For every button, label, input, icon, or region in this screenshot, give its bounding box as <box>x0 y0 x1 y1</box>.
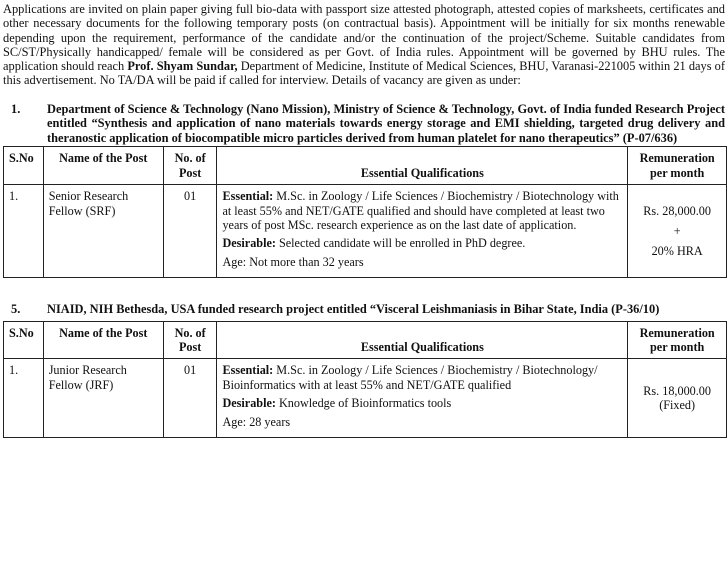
pay-plus: + <box>673 223 681 238</box>
intro-text-1: Applications are invited on plain paper giving full bio-data with passport size attested photograph, attested copies of marksheets, certificates and other necessary documents for the following temporary posts (on contractual basis). Appointment will be initially for six months renewable depending upon the requirement, performance of the candidate and/or the continuation of the project/Scheme. Suitable candidates from SC/ST/Physically handicapped/ female will be considered as per Govt. of India rules. Appointment will be governed by BHU rules. The application should reach <box>3 2 725 74</box>
header-qualifications: Essential Qualifications <box>217 147 628 185</box>
contact-name: Prof. Shyam Sundar, <box>127 59 238 74</box>
desirable-label: Desirable: <box>222 396 276 411</box>
header-remuneration: Remuneration per month <box>628 321 727 359</box>
pay-hra: 20% HRA <box>651 244 703 259</box>
header-remuneration: Remuneration per month <box>628 147 727 185</box>
essential-qualification <box>222 189 622 232</box>
desirable-label: Desirable: <box>222 236 276 251</box>
essential-qualification <box>222 363 622 392</box>
table-header-row <box>4 321 727 359</box>
section-1-title: Department of Science & Technology (Nano Mission), Ministry of Science & Technology, Govt. of India funded Research Project entitled “Synthesis and application of nano materials towards energy storage and EMI shielding, targeted drug delivery and theranostic application of biocompatible micro particles derived from human platelet for nano therapeutics” (P-07/636) <box>47 101 725 145</box>
essential-label: Essential: <box>222 363 274 378</box>
intro-paragraph <box>3 0 725 88</box>
desirable-text: Knowledge of Bioinformatics tools <box>275 396 452 411</box>
essential-text: M.Sc. in Zoology / Life Sciences / Biochemistry / Biotechnology with at least 55% and NET/GATE qualified and should have completed at least two years of post MSc. research experience as on the last date of application. <box>222 189 619 232</box>
pay-amount: Rs. 18,000.00 <box>643 383 711 398</box>
section-5-title: NIAID, NIH Bethesda, USA funded research project entitled “Visceral Leishmaniasis in Bihar State, India (P-36/10) <box>47 302 660 317</box>
header-num-post: No. of Post <box>163 321 217 359</box>
row-sno: 1. <box>4 359 44 438</box>
desirable-qualification <box>222 236 622 250</box>
desirable-qualification <box>222 396 622 410</box>
essential-label: Essential: <box>222 189 274 204</box>
header-qualifications: Essential Qualifications <box>217 321 628 359</box>
essential-text: M.Sc. in Zoology / Life Sciences / Biochemistry / Biotechnology/ Bioinformatics with at least 55% and NET/GATE qualified <box>222 363 598 392</box>
header-sno: S.No <box>4 147 44 185</box>
section-5-heading <box>3 302 725 317</box>
section-1-heading <box>3 102 725 146</box>
section-5-vacancy-table <box>3 321 727 438</box>
age-limit: Age: 28 years <box>222 414 291 429</box>
header-post-name: Name of the Post <box>43 147 163 185</box>
table-header-row <box>4 147 727 185</box>
age-limit: Age: Not more than 32 years <box>222 254 364 269</box>
desirable-text: Selected candidate will be enrolled in PhD degree. <box>275 236 526 251</box>
row-post-name: Junior Research Fellow (JRF) <box>43 359 163 438</box>
header-post-name: Name of the Post <box>43 321 163 359</box>
table-row <box>4 359 727 438</box>
header-num-post: No. of Post <box>163 147 217 185</box>
section-5-number: 5. <box>11 302 21 317</box>
row-num-post: 01 <box>163 359 217 438</box>
intro-text-2: Department of Medicine, Institute of Medical Sciences, BHU, Varanasi-221005 within 21 days of this advertisement. No TA/DA will be paid if called for interview. Details of vacancy are given as under: <box>3 59 726 88</box>
row-remuneration <box>628 185 727 278</box>
table-row <box>4 185 727 278</box>
section-1-vacancy-table <box>3 146 727 278</box>
row-qualifications <box>217 359 628 438</box>
header-sno: S.No <box>4 321 44 359</box>
pay-fixed: (Fixed) <box>659 398 696 413</box>
row-qualifications <box>217 185 628 278</box>
row-post-name: Senior Research Fellow (SRF) <box>43 185 163 278</box>
row-sno: 1. <box>4 185 44 278</box>
pay-amount: Rs. 28,000.00 <box>643 203 711 218</box>
section-1-number: 1. <box>11 101 21 116</box>
row-num-post: 01 <box>163 185 217 278</box>
row-remuneration <box>628 359 727 438</box>
